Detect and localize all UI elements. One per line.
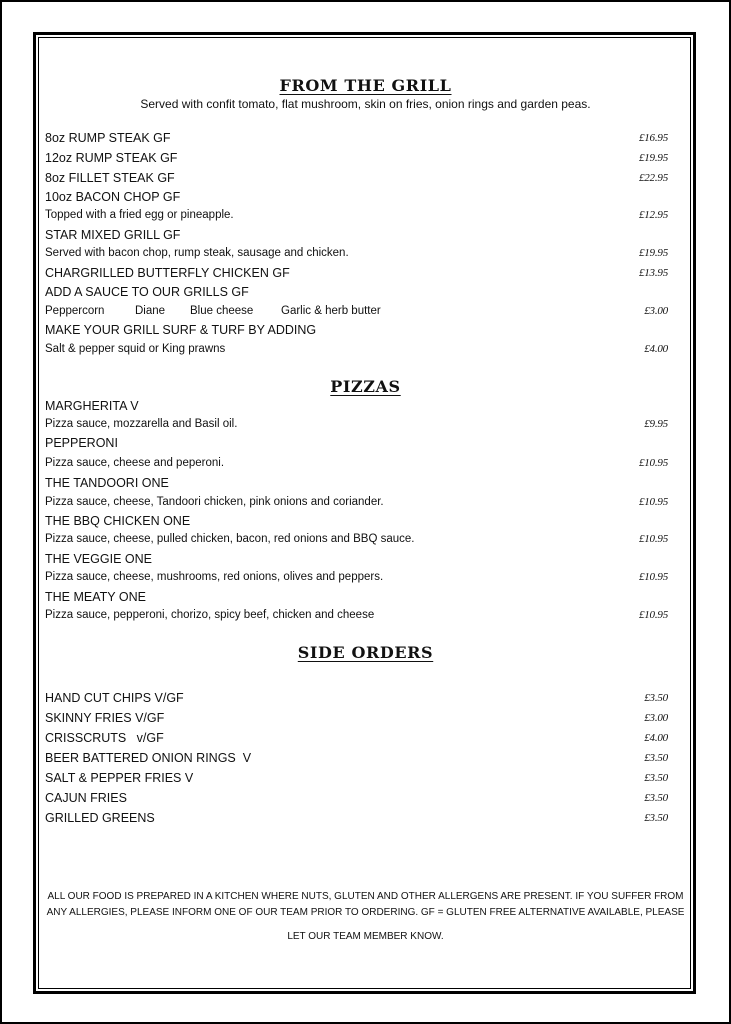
menu-item-description: Served with bacon chop, rump steak, sausage and chicken. (45, 247, 349, 259)
menu-item-price: £22.95 (638, 172, 668, 184)
sauce-option: Blue cheese (190, 305, 254, 317)
menu-item-name: BEER BATTERED ONION RINGS V (45, 751, 252, 765)
menu-item-price: £3.50 (644, 772, 668, 784)
menu-item-price: £13.95 (638, 267, 668, 279)
menu-item-price: £3.50 (644, 752, 668, 764)
menu-item-name: ADD A SAUCE TO OUR GRILLS GF (45, 285, 249, 299)
menu-item-description: Pizza sauce, mozzarella and Basil oil. (45, 418, 238, 430)
menu-item-price: £12.95 (638, 209, 668, 221)
menu-item-price: £3.50 (644, 692, 668, 704)
menu-item-description: Pizza sauce, cheese, mushrooms, red onions, olives and peppers. (45, 571, 384, 583)
menu-item-price: £3.50 (644, 792, 668, 804)
menu-item-price: £10.95 (638, 457, 668, 469)
menu-item-price: £19.95 (638, 247, 668, 259)
allergen-notice: ALL OUR FOOD IS PREPARED IN A KITCHEN WHERE NUTS, GLUTEN AND OTHER ALLERGENS ARE PRESENT. IF YOU SUFFER FROM ANY ALLERGIES, PLEASE INFORM ONE OF OUR TEAM PRIOR TO ORDERING. GF = GLUTEN FREE ALTERNATIVE AVAILABLE, PLEASE (46, 891, 685, 918)
menu-item-price: £9.95 (644, 418, 668, 430)
menu-item-name: SALT & PEPPER FRIES V (45, 771, 194, 785)
sauce-option: Peppercorn (45, 305, 105, 317)
menu-item-name: THE MEATY ONE (45, 590, 146, 604)
menu-item-name: MARGHERITA V (45, 399, 139, 413)
menu-item-price: £3.00 (644, 712, 668, 724)
menu-item-description: Pizza sauce, cheese, Tandoori chicken, pink onions and coriander. (45, 496, 384, 508)
grill-subtitle: Served with confit tomato, flat mushroom, skin on fries, onion rings and garden peas. (140, 97, 591, 111)
menu-item-name: CRISSCRUTS v/GF (45, 731, 164, 745)
section-heading-pizzas: PIZZAS (330, 377, 401, 396)
section-heading-sides: SIDE ORDERS (297, 643, 434, 662)
menu-item-name: 8oz RUMP STEAK GF (45, 131, 171, 145)
menu-item-name: PEPPERONI (45, 436, 118, 450)
menu-item-price: £16.95 (638, 132, 668, 144)
section-heading-grill: FROM THE GRILL (279, 76, 452, 95)
menu-item-price: £10.95 (638, 571, 668, 583)
menu-item-price: £4.00 (644, 343, 668, 355)
menu-item-name: STAR MIXED GRILL GF (45, 228, 181, 242)
menu-item-price: £10.95 (638, 609, 668, 621)
menu-item-name: MAKE YOUR GRILL SURF & TURF BY ADDING (45, 323, 317, 337)
menu-item-price: £3.50 (644, 812, 668, 824)
sauce-option: Garlic & herb butter (281, 305, 381, 317)
menu-item-price: £10.95 (638, 533, 668, 545)
sauce-options (45, 305, 381, 317)
menu-item-description: Pizza sauce, pepperoni, chorizo, spicy beef, chicken and cheese (45, 609, 375, 621)
menu-item-description: Salt & pepper squid or King prawns (45, 343, 226, 355)
menu-item-name: 8oz FILLET STEAK GF (45, 171, 175, 185)
menu-item-name: THE VEGGIE ONE (45, 552, 152, 566)
menu-item-name: SKINNY FRIES V/GF (45, 711, 165, 725)
menu-item-price: £4.00 (644, 732, 668, 744)
menu-item-name: CAJUN FRIES (45, 791, 127, 805)
menu-item-name: 10oz BACON CHOP GF (45, 190, 181, 204)
menu-item-price: £3.00 (644, 305, 668, 317)
menu-item-price: £10.95 (638, 496, 668, 508)
menu-item-name: HAND CUT CHIPS V/GF (45, 691, 184, 705)
menu-item-name: THE TANDOORI ONE (45, 476, 169, 490)
menu-item-description: Pizza sauce, cheese and peperoni. (45, 457, 225, 469)
menu-item-description: Topped with a fried egg or pineapple. (45, 209, 234, 221)
menu-item-name: 12oz RUMP STEAK GF (45, 151, 178, 165)
menu-item-name: THE BBQ CHICKEN ONE (45, 514, 191, 528)
menu-item-name: GRILLED GREENS (45, 811, 155, 825)
menu-item-price: £19.95 (638, 152, 668, 164)
allergen-notice-last-line: LET OUR TEAM MEMBER KNOW. (287, 931, 444, 942)
menu-item-name: CHARGRILLED BUTTERFLY CHICKEN GF (45, 266, 290, 280)
menu-item-description: Pizza sauce, cheese, pulled chicken, bacon, red onions and BBQ sauce. (45, 533, 415, 545)
sauce-option: Diane (135, 305, 166, 317)
